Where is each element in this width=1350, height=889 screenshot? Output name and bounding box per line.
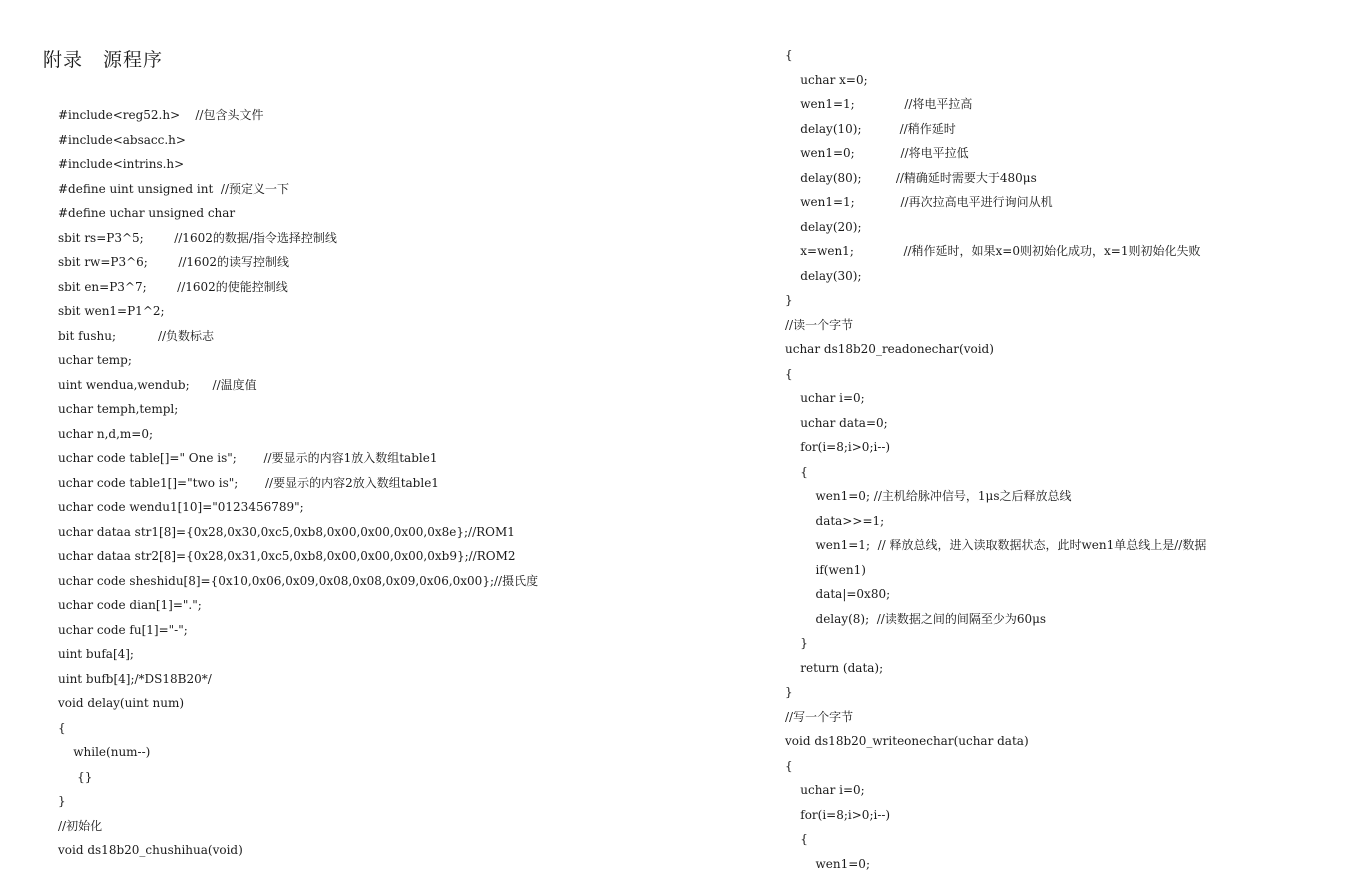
code-line: uchar code table1[]="two is"; //要显示的内容2放入数组table1 [58, 475, 439, 490]
code-line: } [58, 794, 66, 808]
code-line: delay(30); [785, 268, 862, 283]
code-line: for(i=8;i>0;i--) [785, 807, 891, 822]
code-line: uchar i=0; [785, 391, 865, 405]
code-line: wen1=1; //将电平拉高 [785, 97, 973, 111]
code-line: #include<intrins.h> [58, 157, 185, 171]
code-line: #define uint unsigned int //预定义一下 [58, 181, 289, 196]
code-line: delay(10); //稍作延时 [785, 121, 956, 136]
code-line: sbit en=P3^7; //1602的使能控制线 [58, 279, 288, 294]
code-line: #define uchar unsigned char [58, 206, 236, 220]
code-line: wen1=0; //主机给脉冲信号，1μs之后释放总线 [785, 489, 1072, 503]
code-line: bit fushu; //负数标志 [58, 328, 215, 343]
code-line: } [785, 293, 793, 307]
code-line: x=wen1; //稍作延时，如果x=0则初始化成功，x=1则初始化失败 [785, 244, 1201, 258]
code-line: #include<absacc.h> [58, 132, 186, 147]
code-line: wen1=1; // 释放总线，进入读取数据状态，此时wen1单总线上是//数据 [785, 538, 1207, 552]
code-line: uint wendua,wendub; //温度值 [58, 377, 257, 392]
code-line: return (data); [785, 660, 884, 675]
code-column-right [785, 43, 1206, 876]
code-line: uchar n,d,m=0; [58, 426, 154, 441]
code-line: data>>=1; [785, 513, 885, 528]
code-line: wen1=0; //将电平拉低 [785, 146, 969, 160]
code-line: { [785, 48, 793, 62]
code-line: uchar code wendu1[10]="0123456789"; [58, 500, 304, 514]
code-line: uchar i=0; [785, 783, 865, 797]
code-line: uchar code fu[1]="-"; [58, 622, 188, 637]
code-line: { [785, 366, 793, 381]
code-line: data|=0x80; [785, 587, 891, 601]
code-line: uchar x=0; [785, 72, 868, 87]
code-line: uchar code table[]=" One is"; //要显示的内容1放入数组table1 [58, 451, 438, 465]
code-line: { [785, 464, 808, 479]
code-line: #include<reg52.h> //包含头文件 [58, 108, 264, 122]
code-line: sbit rw=P3^6; //1602的读写控制线 [58, 255, 289, 269]
code-line: uint bufa[4]; [58, 647, 134, 661]
code-line: { [785, 758, 793, 773]
code-line: uchar dataa str1[8]={0x28,0x30,0xc5,0xb8,0x00,0x00,0x00,0x8e};//ROM1 [58, 524, 515, 539]
code-line: sbit rs=P3^5; //1602的数据/指令选择控制线 [58, 230, 337, 245]
page-title: 附录 源程序 [43, 49, 164, 71]
code-line: delay(8); //读数据之间的间隔至少为60μs [785, 611, 1047, 626]
code-line: void delay(uint num) [58, 696, 185, 710]
code-line: //读一个字节 [785, 317, 854, 332]
code-line: delay(80); //精确延时需要大于480μs [785, 170, 1037, 185]
code-line: { [785, 832, 808, 846]
code-line: wen1=0; [785, 856, 870, 871]
code-line: sbit wen1=P1^2; [58, 304, 165, 318]
code-line: void ds18b20_chushihua(void) [58, 843, 243, 857]
code-line: uchar temph,templ; [58, 402, 179, 416]
code-line: wen1=1; //再次拉高电平进行询问从机 [785, 195, 1053, 209]
code-line: while(num--) [58, 745, 151, 759]
code-line: uchar ds18b20_readonechar(void) [785, 342, 994, 356]
code-line: {} [58, 769, 93, 784]
code-line: //写一个字节 [785, 709, 854, 724]
code-line: { [58, 720, 66, 735]
code-line: delay(20); [785, 219, 862, 234]
code-line: } [785, 685, 793, 699]
code-line: //初始化 [58, 818, 103, 833]
code-line: uchar dataa str2[8]={0x28,0x31,0xc5,0xb8,0x00,0x00,0x00,0xb9};//ROM2 [58, 549, 516, 563]
code-column-left [58, 103, 538, 863]
code-line: uchar code dian[1]="."; [58, 598, 202, 612]
code-line: uchar code sheshidu[8]={0x10,0x06,0x09,0x08,0x08,0x09,0x06,0x00};//摄氏度 [58, 573, 539, 588]
code-line: uint bufb[4];/*DS18B20*/ [58, 671, 212, 686]
code-line: void ds18b20_writeonechar(uchar data) [785, 734, 1029, 748]
code-line: if(wen1) [785, 562, 866, 577]
code-line: uchar data=0; [785, 415, 888, 430]
code-line: for(i=8;i>0;i--) [785, 440, 891, 454]
code-line: } [785, 636, 808, 650]
code-line: uchar temp; [58, 353, 132, 367]
